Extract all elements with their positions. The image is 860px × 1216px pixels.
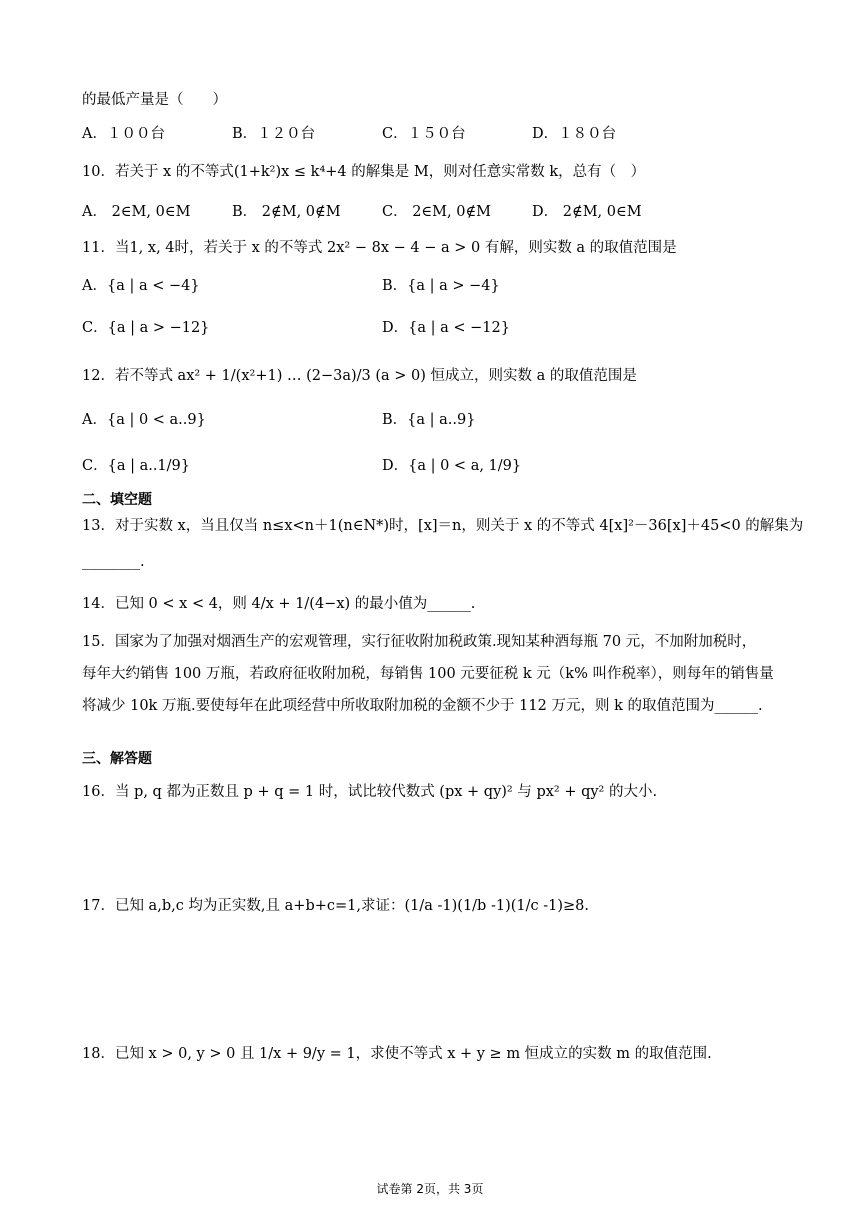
q10-option-a: A． 2∈M, 0∈M [82,204,191,220]
question-9-tail: 的最低产量是（ ） [82,92,227,108]
page-footer: 试卷第 2页，共 3页 [376,1182,484,1196]
question-15-line-2: 每年大约销售 100 万瓶，若政府征收附加税，每销售 100 元要征税 k 元（k% 叫作税率），则每年的销售量 [82,666,774,682]
question-17: 17．已知 a,b,c 均为正实数,且 a+b+c=1,求证：(1/a -1)(1/b -1)(1/c -1)≥8. [82,898,589,914]
q10-option-b: B． 2∉M, 0∉M [232,204,341,220]
q10-option-c: C． 2∈M, 0∉M [382,204,492,220]
section-answer-heading: 三、解答题 [82,751,152,767]
q11-option-c: C．{a | a > −12} [82,320,210,336]
question-13-line-1: 13．对于实数 x，当且仅当 n≤x<n＋1(n∈N*)时，[x]＝n，则关于 x 的不等式 4[x]²－36[x]＋45<0 的解集为 [82,518,804,534]
question-15-line-1: 15．国家为了加强对烟酒生产的宏观管理，实行征收附加税政策.现知某种酒每瓶 70 元，不加附加税时， [82,634,757,650]
question-15-line-3: 将减少 10k 万瓶.要使每年在此项经营中所收取附加税的金额不少于 112 万元，则 k 的取值范围为______. [82,698,763,714]
q9-option-b: B．１２０台 [232,126,316,142]
question-10: 10．若关于 x 的不等式(1+k²)x ≤ k⁴+4 的解集是 M，则对任意实常数 k，总有（ ） [82,164,646,180]
question-12: 12．若不等式 ax² + 1/(x²+1) … (2−3a)/3 (a > 0) 恒成立，则实数 a 的取值范围是 [82,368,637,384]
q12-option-d: D．{a | 0 < a, 1/9} [382,458,522,474]
question-11: 11．当1, x, 4时，若关于 x 的不等式 2x² − 8x − 4 − a > 0 有解，则实数 a 的取值范围是 [82,240,677,256]
question-18: 18．已知 x > 0, y > 0 且 1/x + 9/y = 1，求使不等式 x + y ≥ m 恒成立的实数 m 的取值范围. [82,1046,712,1062]
q10-option-d: D． 2∉M, 0∈M [532,204,642,220]
q9-option-c: C．１５０台 [382,126,466,142]
question-14: 14．已知 0 < x < 4，则 4/x + 1/(4−x) 的最小值为______. [82,596,476,612]
q9-option-d: D．１８０台 [532,126,617,142]
q11-option-a: A．{a | a < −4} [82,278,200,294]
q11-option-d: D．{a | a < −12} [382,320,510,336]
q9-option-a: A．１００台 [82,126,165,142]
q12-option-a: A．{a | 0 < a..9} [82,412,206,428]
q12-option-c: C．{a | a..1/9} [82,458,190,474]
q12-option-b: B．{a | a..9} [382,412,476,428]
question-13-line-2: ________. [82,554,145,570]
q11-option-b: B．{a | a > −4} [382,278,500,294]
section-fill-in-heading: 二、填空题 [82,492,152,508]
question-16: 16．当 p, q 都为正数且 p + q = 1 时，试比较代数式 (px + qy)² 与 px² + qy² 的大小. [82,784,658,800]
